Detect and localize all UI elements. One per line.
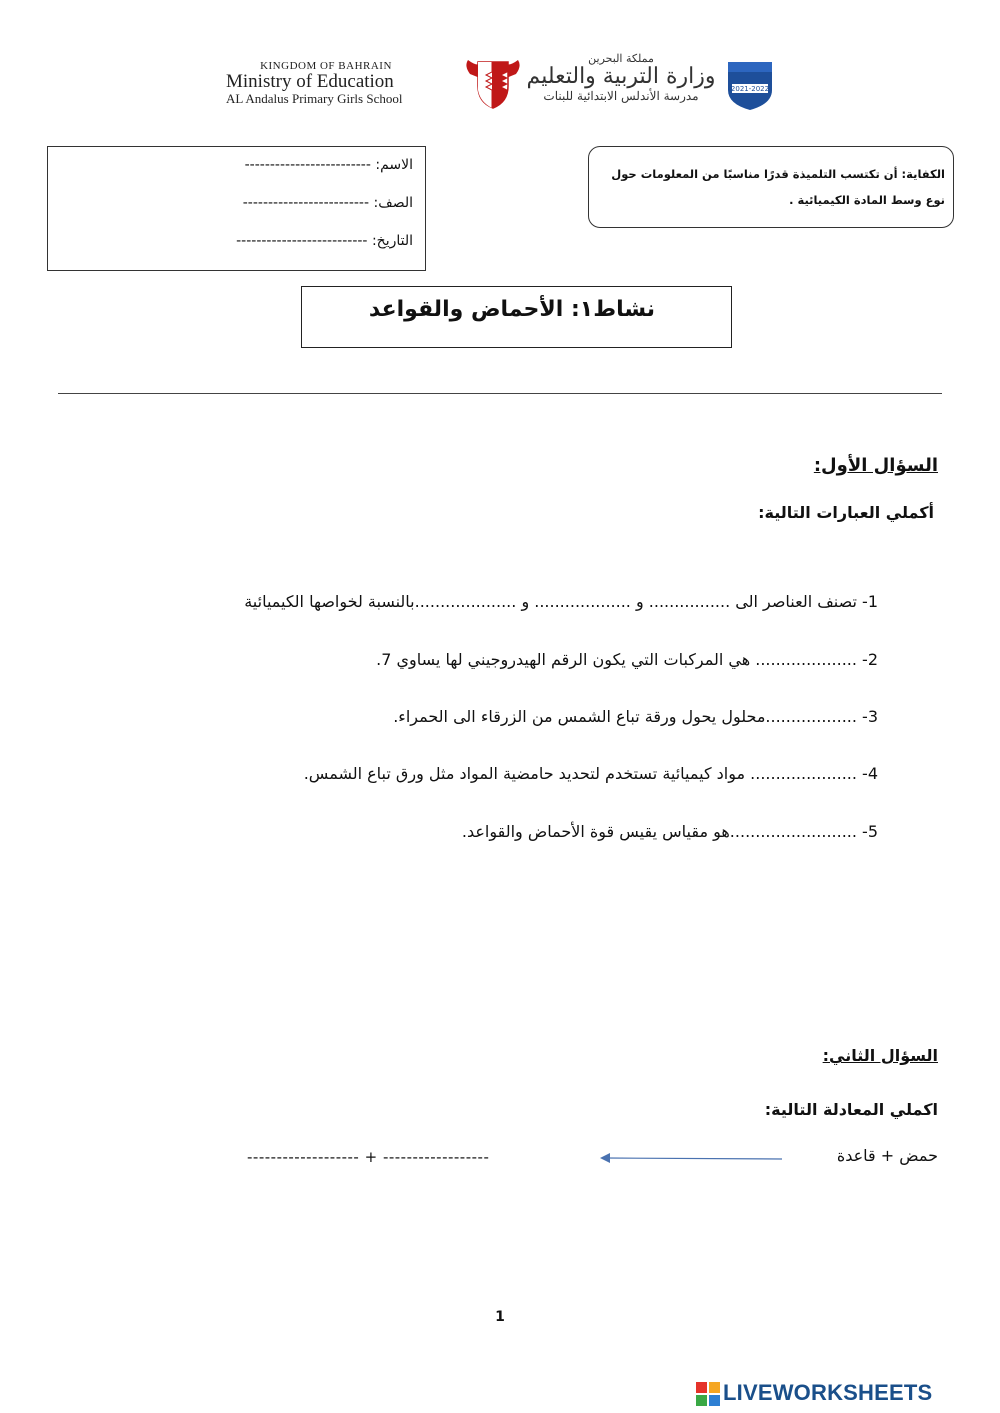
shield-badge-icon — [722, 56, 778, 112]
competency-text: الكفاية: أن تكتسب التلميذة قدرًا مناسبًا من المعلومات حول نوع وسط المادة الكيميائية . — [611, 167, 945, 207]
kingdom-label: KINGDOM OF BAHRAIN — [260, 60, 392, 72]
question1-item[interactable]: 3- ..................محلول يحول ورقة تباع الشمس من الزرقاء الى الحمراء. — [393, 707, 878, 726]
ar-kingdom-label: مملكة البحرين — [588, 52, 654, 65]
activity-title: نشاط١: الأحماض والقواعد — [368, 297, 655, 322]
question2-instruction: اكملي المعادلة التالية: — [764, 1100, 938, 1119]
bahrain-crest-icon — [462, 56, 524, 110]
school-header-english — [226, 60, 466, 106]
school-label: AL Andalus Primary Girls School — [226, 91, 403, 106]
badge-years: 2021-2022 — [730, 85, 770, 93]
school-header-arabic — [526, 52, 716, 103]
question2-heading: السؤال الثاني: — [822, 1046, 938, 1065]
arrow-left-icon — [598, 1151, 784, 1165]
date-line[interactable]: -------------------------- — [236, 233, 368, 249]
class-row — [243, 195, 413, 211]
activity-title-box — [301, 286, 732, 348]
question1-heading: السؤال الأول: — [813, 455, 938, 476]
question1-item[interactable]: 5- .........................هو مقياس يقيس قوة الأحماض والقواعد. — [461, 822, 878, 841]
question1-item[interactable]: 1- تصنف العناصر الى ................ و ................... و ....................بالنسبة لخواصها الكيميائية — [244, 592, 878, 611]
divider — [58, 393, 942, 394]
name-line[interactable]: ------------------------- — [244, 157, 371, 173]
competency-box — [588, 146, 954, 228]
liveworksheets-logo — [695, 1379, 995, 1409]
question1-item[interactable]: 4- ..................... مواد كيميائية تستخدم لتحديد حامضية المواد مثل ورق تباع الشمس. — [303, 764, 878, 783]
brand-name: LIVEWORKSHEETS — [723, 1380, 933, 1405]
liveworksheets-logo-icon — [695, 1381, 721, 1407]
equation-products[interactable]: ------------------- + ------------------ — [247, 1148, 490, 1166]
date-label: التاريخ: — [371, 233, 413, 249]
question1-item[interactable]: 2- .................... هي المركبات التي يكون الرقم الهيدروجيني لها يساوي 7. — [376, 650, 878, 669]
page-number: 1 — [495, 1309, 505, 1325]
student-info-box — [47, 146, 426, 271]
ar-ministry-label: وزارة التربية والتعليم — [526, 64, 716, 89]
date-row — [236, 233, 413, 249]
question1-instruction: أكملي العبارات التالية: — [758, 503, 934, 522]
class-line[interactable]: ------------------------- — [242, 195, 370, 211]
showcase-school-badge — [722, 56, 778, 112]
name-label: الاسم: — [375, 157, 413, 173]
class-label: الصف: — [373, 195, 413, 211]
ministry-label: Ministry of Education — [226, 71, 394, 92]
equation-reactants: حمض + قاعدة — [836, 1146, 938, 1165]
ar-school-label: مدرسة الأندلس الابتدائية للبنات — [543, 89, 699, 103]
name-row — [245, 157, 413, 173]
